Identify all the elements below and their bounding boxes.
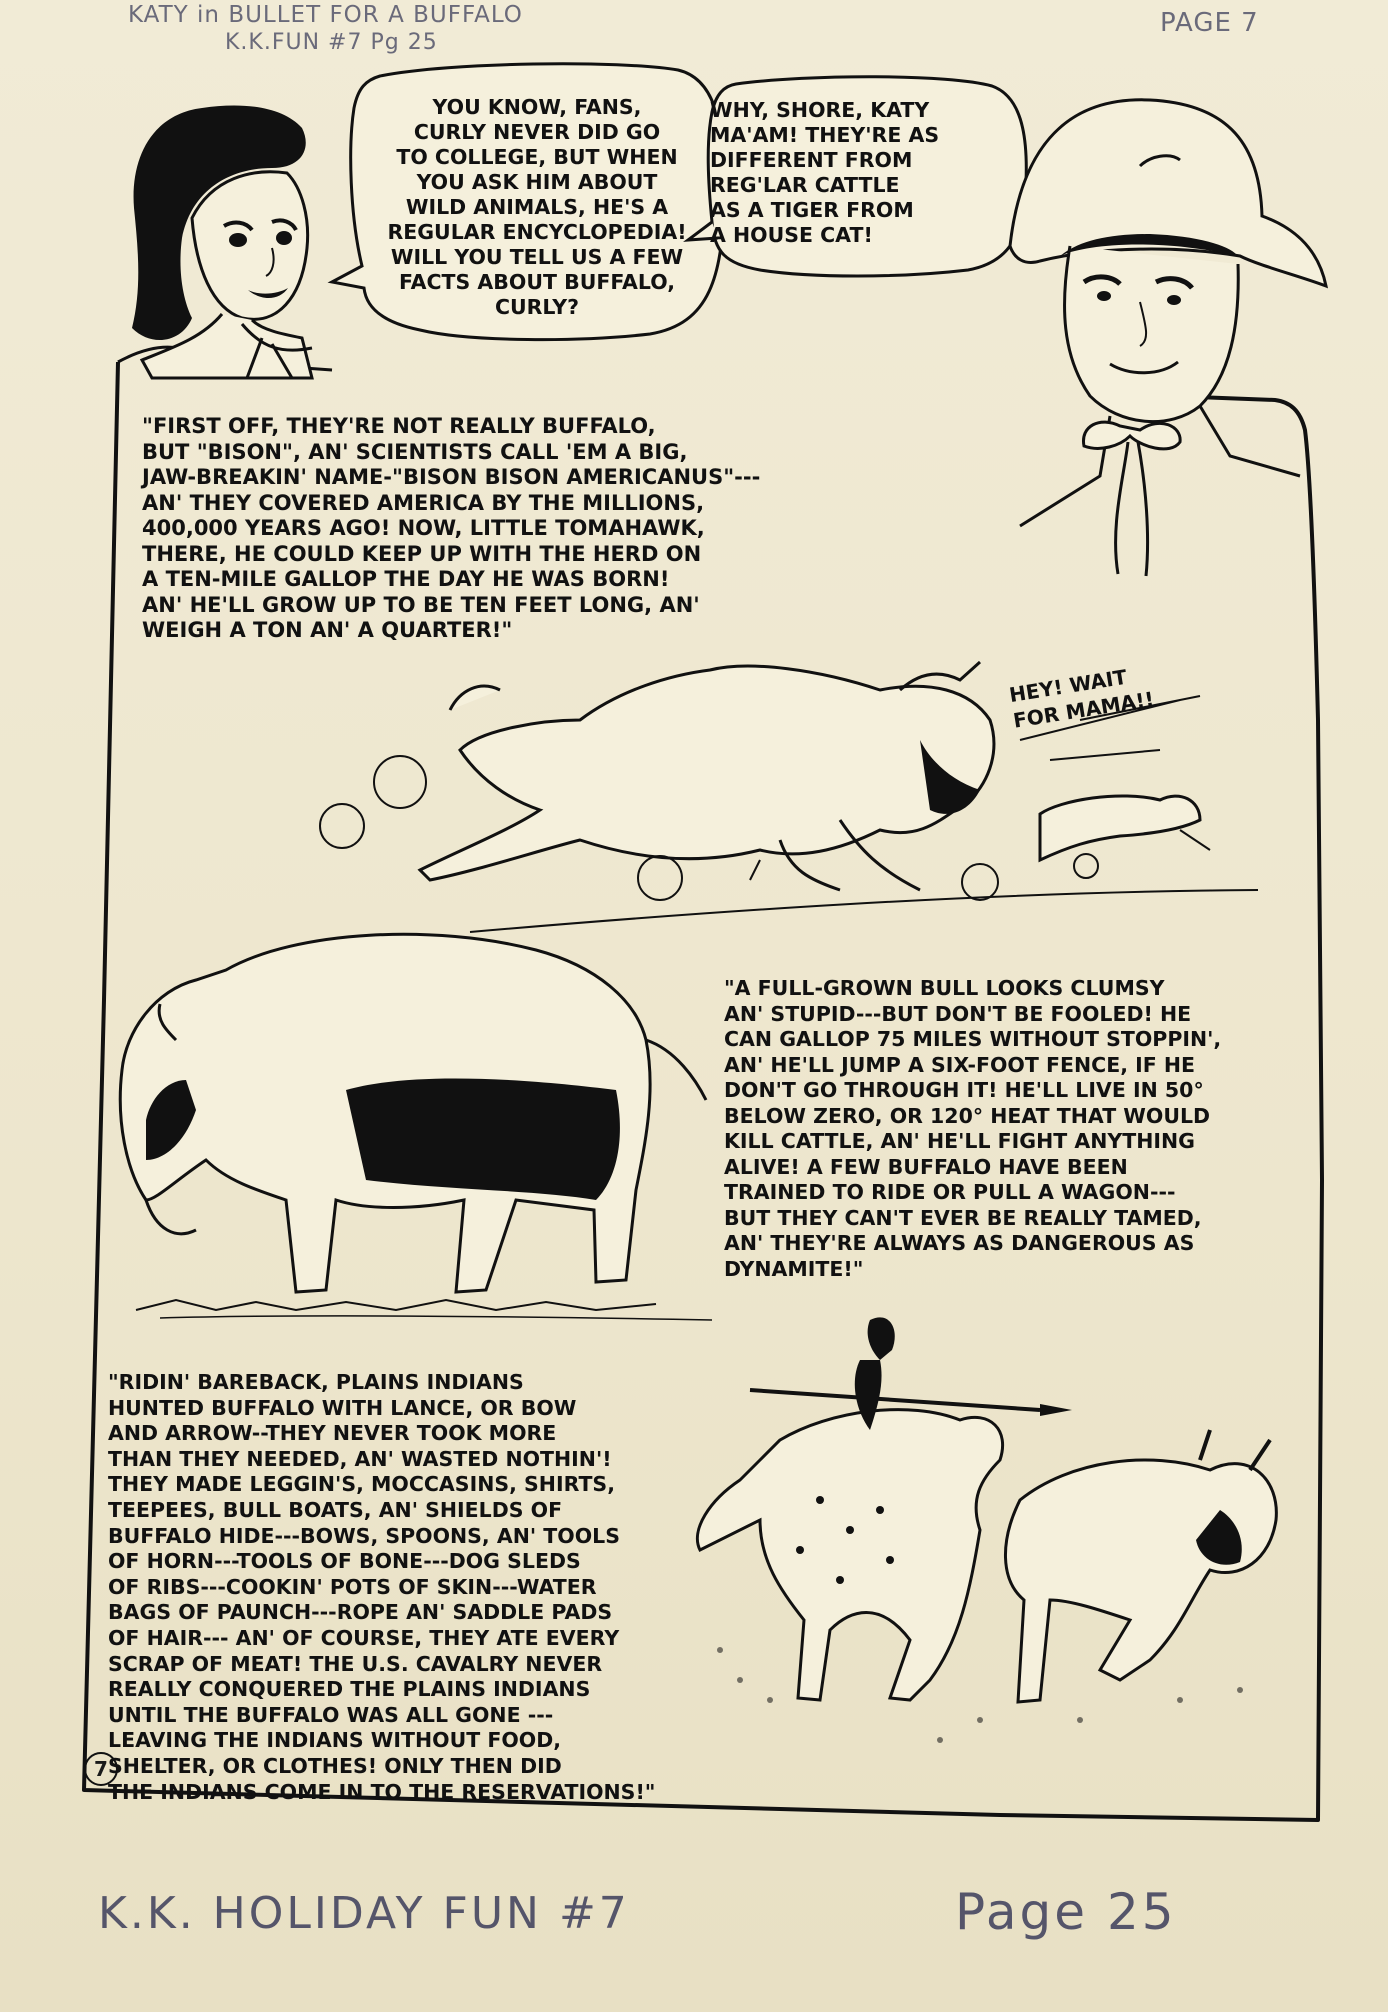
pencil-title-note: KATY in BULLET FOR A BUFFALO: [128, 2, 523, 28]
calf-shout: HEY! WAIT FOR MAMA!!: [1007, 664, 1156, 733]
page-number-badge: 7: [84, 1752, 118, 1786]
curly-portrait: [1000, 96, 1330, 616]
katy-portrait: [112, 98, 352, 378]
pencil-issue-note: K.K.FUN #7 Pg 25: [225, 30, 438, 55]
pencil-page-note: PAGE 7: [1160, 8, 1259, 38]
curly-speech: WHY, SHORE, KATY MA'AM! THEY'RE AS DIFFERENT FROM REG'LAR CATTLE AS A TIGER FROM A HOUSE CAT!: [710, 98, 940, 247]
caption-full-grown-bull: "A FULL-GROWN BULL LOOKS CLUMSY AN' STUPID---BUT DON'T BE FOOLED! HE CAN GALLOP 75 MILES WITHOUT STOPPIN', AN' HE'LL JUMP A SIX-FOOT FENCE, IF HE DON'T GO THROUGH IT! HE'LL LIVE IN 50° BELOW ZERO, OR 120° HEAT THAT WOULD KILL CATTLE, AN' HE'LL FIGHT ANYTHING ALIVE! A FEW BUFFALO HAVE BEEN TRAINED TO RIDE OR PULL A WAGON--- BUT THEY CAN'T EVER BE REALLY TAMED, AN' THEY'RE ALWAYS AS DANGEROUS AS DYNAMITE!": [724, 976, 1222, 1281]
katy-speech: YOU KNOW, FANS, CURLY NEVER DID GO TO COLLEGE, BUT WHEN YOU ASK HIM ABOUT WILD ANIMALS, HE'S A REGULAR ENCYCLOPEDIA! WILL YOU TELL US A FEW FACTS ABOUT BUFFALO, CURLY?: [387, 95, 687, 319]
caption-first-off: "FIRST OFF, THEY'RE NOT REALLY BUFFALO, BUT "BISON", AN' SCIENTISTS CALL 'EM A BIG, JAW-BREAKIN' NAME-"BISON BISON AMERICANUS"--- AN' THEY COVERED AMERICA BY THE MILLIONS, 400,000 YEARS AGO! NOW, LITTLE TOMAHAWK, THERE, HE COULD KEEP UP WITH THE HERD ON A TEN-MILE GALLOP THE DAY HE WAS BORN! AN' HE'LL GROW UP TO BE TEN FEET LONG, AN' WEIGH A TON AN' A QUARTER!": [142, 414, 761, 642]
pencil-book-note: K.K. HOLIDAY FUN #7: [98, 1888, 630, 1939]
caption-ridin-bareback: "RIDIN' BAREBACK, PLAINS INDIANS HUNTED BUFFALO WITH LANCE, OR BOW AND ARROW--THEY NEVER TOOK MORE THAN THEY NEEDED, AN' WASTED NOTHIN'! THEY MADE LEGGIN'S, MOCCASINS, SHIRTS, TEEPEES, BULL BOATS, AN' SHIELDS OF BUFFALO HIDE---BOWS, SPOONS, AN' TOOLS OF HORN---TOOLS OF BONE---DOG SLEDS OF RIBS---COOKIN' POTS OF SKIN---WATER BAGS OF PAUNCH---ROPE AN' SADDLE PADS OF HAIR--- AN' OF COURSE, THEY ATE EVERY SCRAP OF MEAT! THE U.S. CAVALRY NEVER REALLY CONQUERED THE PLAINS INDIANS UNTIL THE BUFFALO WAS ALL GONE --- LEAVING THE INDIANS WITHOUT FOOD, SHELTER, OR CLOTHES! ONLY THEN DID THE INDIANS COME IN TO THE RESERVATIONS!": [108, 1370, 656, 1804]
indian-hunter-illustration: [680, 1300, 1300, 1780]
standing-bison-illustration: [116, 930, 716, 1320]
pencil-page-number-note: Page 25: [955, 1883, 1177, 1941]
